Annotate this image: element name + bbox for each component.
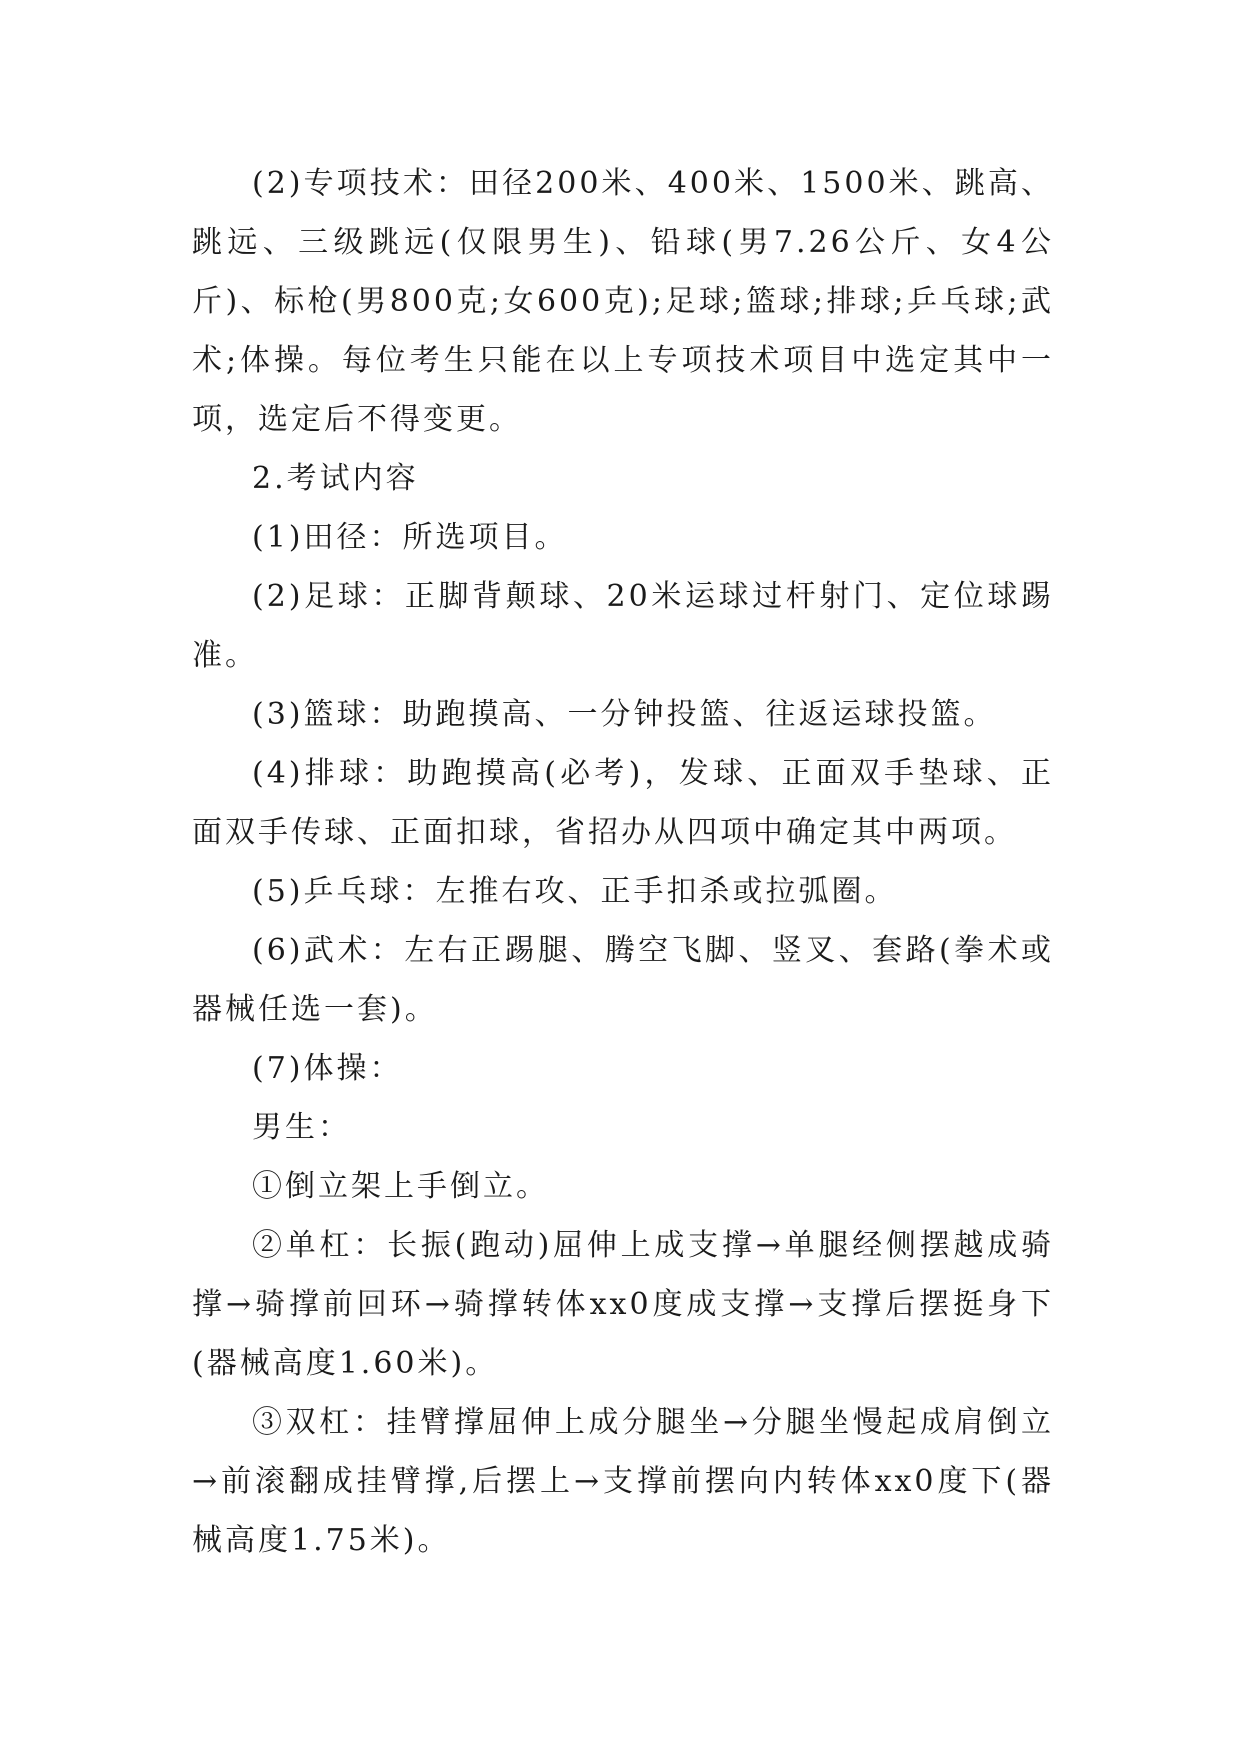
paragraph-football: (2)足球：正脚背颠球、20米运球过杆射门、定位球踢准。 xyxy=(192,579,1054,673)
paragraph-basketball: (3)篮球：助跑摸高、一分钟投篮、往返运球投篮。 xyxy=(252,697,997,732)
section-heading-exam-content: 2.考试内容 xyxy=(252,461,419,496)
paragraph-specialty-items: (2)专项技术：田径200米、400米、1500米、跳高、跳远、三级跳远(仅限男生)、铅球(男7.26公斤、女4公斤)、标枪(男800克;女600克);足球;篮球;排球;乒乓球;武术;体操。每位考生只能在以上专项技术项目中选定其中一项，选定后不得变更。 xyxy=(192,166,1054,437)
paragraph-parallel-bars: ③双杠：挂臂撑屈伸上成分腿坐→分腿坐慢起成肩倒立→前滚翻成挂臂撑,后摆上→支撑前摆向内转体xx0度下(器械高度1.75米)。 xyxy=(192,1405,1054,1558)
paragraph-horizontal-bar: ②单杠：长振(跑动)屈伸上成支撑→单腿经侧摆越成骑撑→骑撑前回环→骑撑转体xx0度成支撑→支撑后摆挺身下(器械高度1.60米)。 xyxy=(192,1228,1054,1381)
paragraph-volleyball: (4)排球：助跑摸高(必考)，发球、正面双手垫球、正面双手传球、正面扣球，省招办从四项中确定其中两项。 xyxy=(192,756,1054,850)
paragraph-male-heading: 男生： xyxy=(252,1110,351,1145)
paragraph-track-field: (1)田径：所选项目。 xyxy=(252,520,568,555)
paragraph-handstand: ①倒立架上手倒立。 xyxy=(252,1169,549,1204)
paragraph-table-tennis: (5)乒乓球：左推右攻、正手扣杀或拉弧圈。 xyxy=(252,874,898,909)
paragraph-gymnastics: (7)体操： xyxy=(252,1051,403,1086)
document-page xyxy=(192,154,1054,1570)
paragraph-wushu: (6)武术：左右正踢腿、腾空飞脚、竖叉、套路(拳术或器械任选一套)。 xyxy=(192,933,1054,1027)
